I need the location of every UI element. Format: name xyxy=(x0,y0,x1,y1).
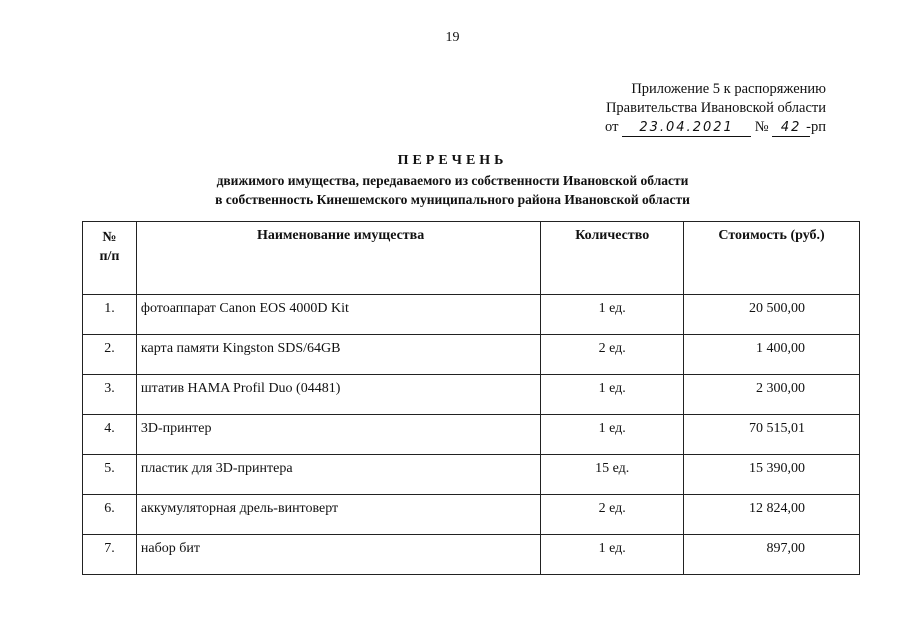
handwritten-date: 23.04.2021 xyxy=(622,120,751,137)
header-num-line-1: № xyxy=(102,230,117,245)
assets-table xyxy=(82,221,860,575)
row-cost: 2 300,00 xyxy=(684,375,860,415)
header-num xyxy=(83,222,137,295)
table-row xyxy=(83,455,860,495)
row-name: карта памяти Kingston SDS/64GB xyxy=(136,335,540,375)
row-name: аккумуляторная дрель-винтоверт xyxy=(136,495,540,535)
page-number: 19 xyxy=(445,30,460,45)
row-name: фотоаппарат Canon EOS 4000D Kit xyxy=(136,295,540,335)
row-cost: 20 500,00 xyxy=(684,295,860,335)
document-title: ПЕРЕЧЕНЬ xyxy=(397,153,508,168)
table-row xyxy=(83,375,860,415)
table-header-row xyxy=(83,222,860,295)
row-num: 1. xyxy=(83,295,137,335)
document-subtitle-line-2: в собственность Кинешемского муниципального района Ивановской области xyxy=(215,192,690,207)
header-name: Наименование имущества xyxy=(136,222,540,295)
row-num: 2. xyxy=(83,335,137,375)
row-qty: 1 ед. xyxy=(541,535,684,575)
row-name: набор бит xyxy=(136,535,540,575)
table-row xyxy=(83,535,860,575)
number-suffix: -рп xyxy=(806,119,826,135)
header-qty: Количество xyxy=(541,222,684,295)
row-cost: 12 824,00 xyxy=(684,495,860,535)
header-cost: Стоимость (руб.) xyxy=(684,222,860,295)
table-row xyxy=(83,415,860,455)
row-num: 4. xyxy=(83,415,137,455)
row-cost: 70 515,01 xyxy=(684,415,860,455)
row-qty: 2 ед. xyxy=(541,335,684,375)
row-num: 3. xyxy=(83,375,137,415)
appendix-line-1: Приложение 5 к распоряжению xyxy=(631,81,826,97)
table-row xyxy=(83,335,860,375)
document-subtitle-line-1: движимого имущества, передаваемого из собственности Ивановской области xyxy=(216,173,689,188)
document-title-block xyxy=(0,151,905,209)
row-cost: 15 390,00 xyxy=(684,455,860,495)
row-qty: 1 ед. xyxy=(541,375,684,415)
header-num-line-2: п/п xyxy=(99,249,120,264)
table-row xyxy=(83,495,860,535)
appendix-block xyxy=(605,80,826,137)
row-cost: 1 400,00 xyxy=(684,335,860,375)
row-name: штатив HAMA Profil Duo (04481) xyxy=(136,375,540,415)
row-name: 3D-принтер xyxy=(136,415,540,455)
row-num: 5. xyxy=(83,455,137,495)
handwritten-number: 42 xyxy=(772,120,810,137)
row-qty: 1 ед. xyxy=(541,295,684,335)
row-qty: 1 ед. xyxy=(541,415,684,455)
appendix-date-number-line xyxy=(605,118,826,137)
row-qty: 2 ед. xyxy=(541,495,684,535)
row-num: 7. xyxy=(83,535,137,575)
number-prefix: № xyxy=(754,119,769,135)
row-qty: 15 ед. xyxy=(541,455,684,495)
table-row xyxy=(83,295,860,335)
appendix-line-2: Правительства Ивановской области xyxy=(605,100,826,116)
row-name: пластик для 3D-принтера xyxy=(136,455,540,495)
date-prefix: от xyxy=(605,119,619,135)
row-cost: 897,00 xyxy=(684,535,860,575)
row-num: 6. xyxy=(83,495,137,535)
